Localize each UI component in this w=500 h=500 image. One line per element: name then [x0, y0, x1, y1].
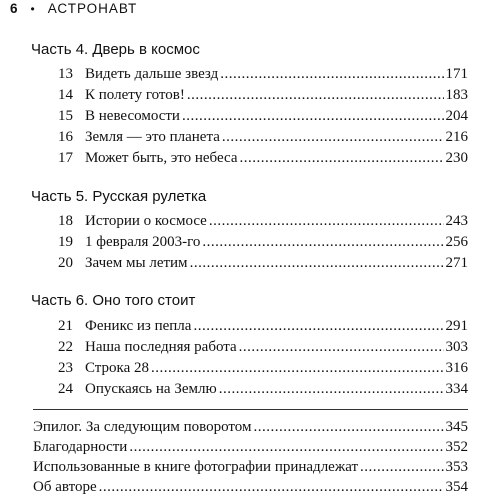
entry-page: 352 — [445, 439, 468, 455]
chapter-title: В невесомости — [85, 108, 180, 124]
page-number: 6 — [10, 1, 19, 16]
dot-leader — [253, 417, 443, 437]
chapter-page: 243 — [445, 213, 468, 229]
dot-leader — [193, 316, 443, 336]
chapter-number: 22 — [58, 339, 73, 355]
chapter-title: Может быть, это небеса — [85, 150, 238, 166]
chapter-title: Наша последняя работа — [85, 339, 237, 355]
dot-leader — [129, 437, 443, 457]
entry-page: 353 — [445, 459, 468, 475]
dot-leader — [182, 106, 444, 126]
entry-page: 354 — [445, 479, 468, 495]
toc-entry-14[interactable] — [58, 85, 468, 105]
toc-entry-22[interactable] — [58, 337, 468, 357]
running-header — [10, 1, 137, 16]
toc-entry-photo-credits[interactable] — [33, 457, 468, 477]
chapter-title: 1 февраля 2003-го — [85, 234, 201, 250]
chapter-page: 316 — [445, 360, 468, 376]
toc-entry-20[interactable] — [58, 253, 468, 273]
chapter-number: 24 — [58, 381, 73, 397]
header-separator: • — [30, 1, 36, 16]
dot-leader — [187, 85, 444, 105]
toc-entry-23[interactable] — [58, 358, 468, 378]
chapter-number: 17 — [58, 150, 73, 166]
dot-leader — [360, 457, 443, 477]
toc-entry-about-author[interactable] — [33, 477, 468, 497]
dot-leader — [220, 64, 443, 84]
chapter-page: 230 — [445, 150, 468, 166]
book-title: АСТРОНАВТ — [47, 1, 138, 16]
dot-leader — [190, 253, 444, 273]
toc-entry-13[interactable] — [58, 64, 468, 84]
toc-entry-17[interactable] — [58, 148, 468, 168]
toc-entry-19[interactable] — [58, 232, 468, 252]
dot-leader — [99, 477, 444, 497]
chapter-page: 216 — [445, 129, 468, 145]
chapter-page: 256 — [445, 234, 468, 250]
chapter-number: 20 — [58, 255, 73, 271]
entry-title: Благодарности — [33, 439, 128, 455]
chapter-number: 18 — [58, 213, 73, 229]
chapter-title: Земля — это планета — [85, 129, 220, 145]
dot-leader — [240, 148, 444, 168]
chapter-title: Зачем мы летим — [85, 255, 188, 271]
chapter-title: Видеть дальше звезд — [85, 66, 219, 82]
toc-entry-acknowledgements[interactable] — [33, 437, 468, 457]
dot-leader — [202, 232, 443, 252]
chapter-title: Опускаясь на Землю — [85, 381, 217, 397]
chapter-page: 303 — [445, 339, 468, 355]
chapter-number: 23 — [58, 360, 73, 376]
entry-title: Эпилог. За следующим поворотом — [33, 419, 252, 435]
toc-entry-21[interactable] — [58, 316, 468, 336]
dot-leader — [151, 358, 443, 378]
entry-title: Об авторе — [33, 479, 97, 495]
chapter-page: 291 — [445, 318, 468, 334]
chapter-title: Строка 28 — [85, 360, 150, 376]
chapter-page: 271 — [445, 255, 468, 271]
toc-entry-15[interactable] — [58, 106, 468, 126]
toc-entry-epilogue[interactable] — [33, 417, 468, 437]
dot-leader — [219, 379, 444, 399]
chapter-title: Истории о космосе — [85, 213, 207, 229]
toc-entry-18[interactable] — [58, 211, 468, 231]
entry-page: 345 — [445, 419, 468, 435]
chapter-title: К полету готов! — [85, 87, 185, 103]
dot-leader — [239, 337, 444, 357]
chapter-title: Феникс из пепла — [85, 318, 192, 334]
part-5-title: Часть 5. Русская рулетка — [31, 188, 207, 205]
dot-leader — [222, 127, 444, 147]
chapter-page: 334 — [445, 381, 468, 397]
chapter-page: 204 — [445, 108, 468, 124]
toc-entry-24[interactable] — [58, 379, 468, 399]
section-divider — [33, 409, 468, 410]
chapter-number: 19 — [58, 234, 73, 250]
chapter-number: 16 — [58, 129, 73, 145]
chapter-number: 14 — [58, 87, 73, 103]
part-4-title: Часть 4. Дверь в космос — [31, 41, 200, 58]
chapter-number: 21 — [58, 318, 73, 334]
entry-title: Использованные в книге фотографии принадлежат — [33, 459, 359, 475]
dot-leader — [209, 211, 444, 231]
chapter-page: 171 — [445, 66, 468, 82]
chapter-number: 13 — [58, 66, 73, 82]
chapter-page: 183 — [445, 87, 468, 103]
part-6-title: Часть 6. Оно того стоит — [31, 292, 196, 309]
toc-entry-16[interactable] — [58, 127, 468, 147]
chapter-number: 15 — [58, 108, 73, 124]
